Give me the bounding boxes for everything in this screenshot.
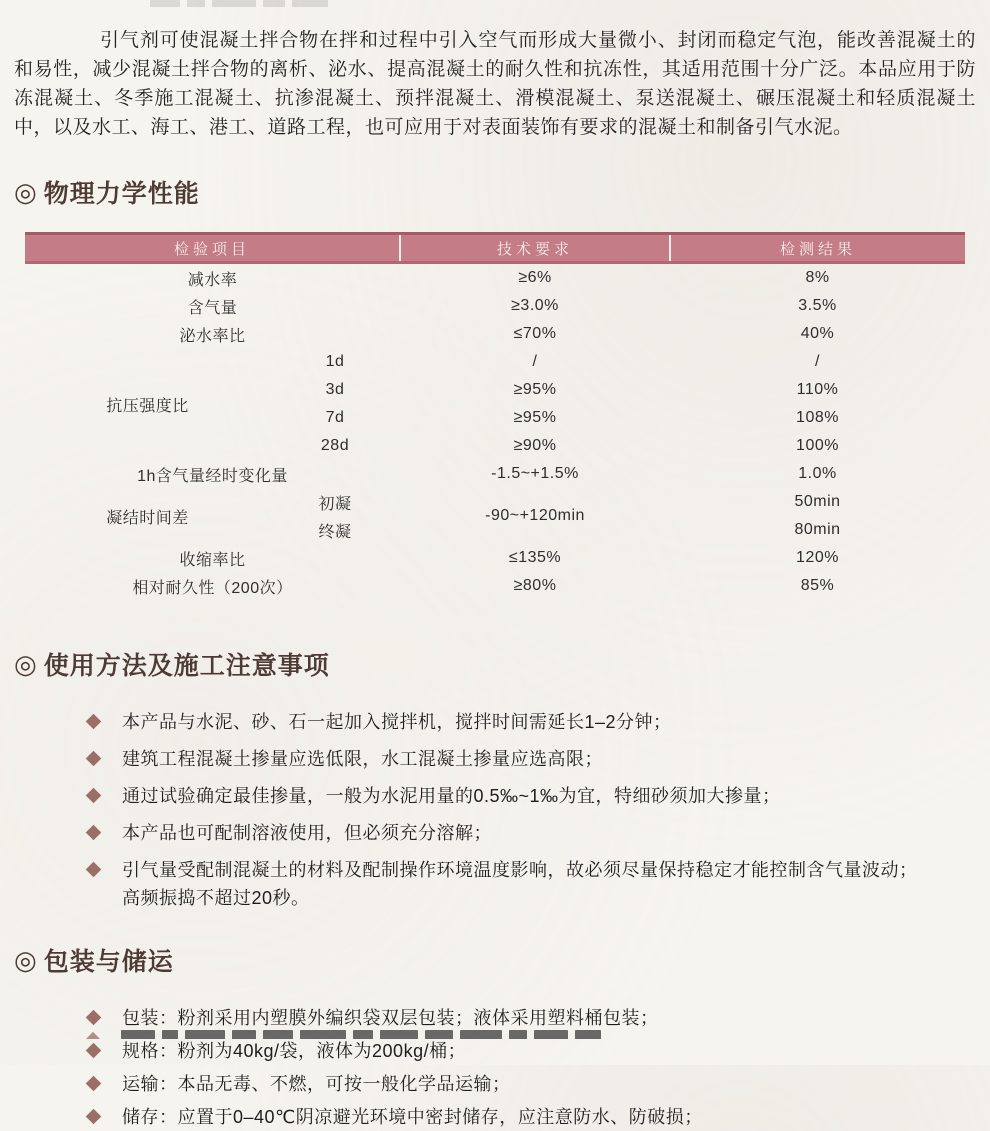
diamond-bullet-icon xyxy=(86,751,102,767)
diamond-bullet-icon xyxy=(86,862,102,878)
list-item xyxy=(88,708,976,736)
cell-requirement: ≥6% xyxy=(518,269,552,286)
list-item xyxy=(88,1103,976,1131)
cell-sub-item: 28d xyxy=(320,437,350,454)
bullet-text: 包装：粉剂采用内塑膜外编织袋双层包装；液体采用塑料桶包装； xyxy=(122,1008,659,1028)
diamond-bullet-icon xyxy=(86,1032,100,1039)
cell-requirement: ≤135% xyxy=(508,549,562,566)
bullet-text xyxy=(122,856,918,912)
cell-sub-item: 终凝 xyxy=(318,523,352,541)
header-cell-requirement: 技术要求 xyxy=(400,234,670,263)
cell-requirement: -1.5~+1.5% xyxy=(491,465,579,482)
section-heading-physical xyxy=(14,174,976,210)
cell-result: 40% xyxy=(800,325,835,342)
bullet-text: 本产品与水泥、砂、石一起加入搅拌机，搅拌时间需延长1–2分钟； xyxy=(122,712,672,732)
cell-result: 3.5% xyxy=(798,297,837,314)
cell-result: 85% xyxy=(800,577,835,594)
list-item xyxy=(88,1004,976,1032)
table-row xyxy=(25,263,965,293)
section-title: 包装与储运 xyxy=(43,948,174,976)
clipped-text-line-bottom xyxy=(0,1030,990,1039)
bullet-text: 通过试验确定最佳掺量，一般为水泥用量的0.5‰~1‰为宜，特细砂须加大掺量； xyxy=(122,786,781,806)
section-heading-packing xyxy=(14,942,976,978)
header-cell-result: 检测结果 xyxy=(670,234,965,263)
table-row xyxy=(25,348,965,376)
cell-result: 120% xyxy=(796,549,839,566)
table-row xyxy=(25,544,965,572)
cell-sub-item: 1d xyxy=(325,353,345,370)
section-heading-usage xyxy=(14,646,976,682)
cell-item: 含气量 xyxy=(187,299,238,317)
table-row xyxy=(25,460,965,488)
table-row xyxy=(25,572,965,600)
header-cell-item: 检验项目 xyxy=(25,234,400,263)
bullet-text: 运输：本品无毒、不燃，可按一般化学品运输； xyxy=(122,1074,511,1094)
diamond-bullet-icon xyxy=(86,1043,102,1059)
section-marker-icon: ◎ xyxy=(14,177,38,207)
cell-item: 减水率 xyxy=(187,271,238,289)
cell-result: 108% xyxy=(796,409,839,426)
cell-requirement: -90~+120min xyxy=(485,507,585,524)
diamond-bullet-icon xyxy=(86,825,102,841)
cell-sub-item: 初凝 xyxy=(318,495,352,513)
performance-table xyxy=(25,232,965,600)
table-row xyxy=(25,320,965,348)
bullet-text-line1: 引气量受配制混凝土的材料及配制操作环境温度影响，故必须尽量保持稳定才能控制含气量波动； xyxy=(122,860,918,880)
cell-sub-item: 7d xyxy=(325,409,345,426)
section-marker-icon: ◎ xyxy=(14,945,38,975)
section-title: 使用方法及施工注意事项 xyxy=(43,652,330,680)
cell-result: / xyxy=(815,353,820,370)
diamond-bullet-icon xyxy=(86,1076,102,1092)
cell-item: 泌水率比 xyxy=(179,327,246,345)
list-item xyxy=(88,1070,976,1098)
bullet-text: 储存：应置于0–40℃阴凉避光环境中密封储存，应注意防水、防破损； xyxy=(122,1107,703,1127)
cell-sub-item: 3d xyxy=(325,381,345,398)
cell-result: 110% xyxy=(796,381,839,398)
diamond-bullet-icon xyxy=(86,1109,102,1125)
cell-item: 收缩率比 xyxy=(179,551,246,569)
table-row xyxy=(25,292,965,320)
cell-requirement: ≥95% xyxy=(513,409,557,426)
diamond-bullet-icon xyxy=(86,788,102,804)
list-item xyxy=(88,782,976,810)
cell-requirement: ≥3.0% xyxy=(511,297,559,314)
cell-requirement: ≥80% xyxy=(513,577,557,594)
list-item xyxy=(88,745,976,773)
bullet-text: 本产品也可配制溶液使用，但必须充分溶解； xyxy=(122,823,492,843)
cell-requirement: / xyxy=(532,353,538,370)
cell-result: 100% xyxy=(796,437,839,454)
list-item xyxy=(88,1037,976,1065)
bullet-text: 规格：粉剂为40kg/袋，液体为200kg/桶； xyxy=(122,1041,467,1061)
cell-result: 50min xyxy=(794,493,841,510)
table-header-row xyxy=(25,234,965,263)
cell-result: 1.0% xyxy=(798,465,837,482)
list-item xyxy=(88,856,976,912)
clipped-text-line-top xyxy=(0,0,990,7)
cell-result: 8% xyxy=(805,269,830,286)
cell-requirement: ≥95% xyxy=(513,381,557,398)
diamond-bullet-icon xyxy=(86,714,102,730)
usage-bullet-list xyxy=(14,708,976,912)
cell-group-label: 凝结时间差 xyxy=(106,509,189,527)
section-title: 物理力学性能 xyxy=(43,180,200,208)
table-row xyxy=(25,488,965,516)
list-item xyxy=(88,819,976,847)
cell-item: 相对耐久性（200次） xyxy=(132,579,293,597)
cell-item: 1h含气量经时变化量 xyxy=(137,467,288,485)
cell-result: 80min xyxy=(794,521,841,538)
diamond-bullet-icon xyxy=(86,1010,102,1026)
bullet-text: 建筑工程混凝土掺量应选低限，水工混凝土掺量应选高限； xyxy=(122,749,603,769)
intro-paragraph: 引气剂可使混凝土拌合物在拌和过程中引入空气而形成大量微小、封闭而稳定气泡，能改善混凝土的和易性，减少混凝土拌合物的离析、泌水、提高混凝土的耐久性和抗冻性，其适用范围十分广泛。本品应用于防冻混凝土、冬季施工混凝土、抗渗混凝土、预拌混凝土、滑模混凝土、泵送混凝土、碾压混凝土和轻质混凝土中，以及水工、海工、港工、道路工程，也可应用于对表面装饰有要求的混凝土和制备引气水泥。 xyxy=(14,30,976,138)
bullet-text-line2: 高频振捣不超过20秒。 xyxy=(122,888,310,908)
section-marker-icon: ◎ xyxy=(14,649,38,679)
cell-requirement: ≥90% xyxy=(513,437,557,454)
cell-group-label: 抗压强度比 xyxy=(106,397,189,415)
cell-requirement: ≤70% xyxy=(513,325,557,342)
packing-bullet-list xyxy=(14,1004,976,1131)
